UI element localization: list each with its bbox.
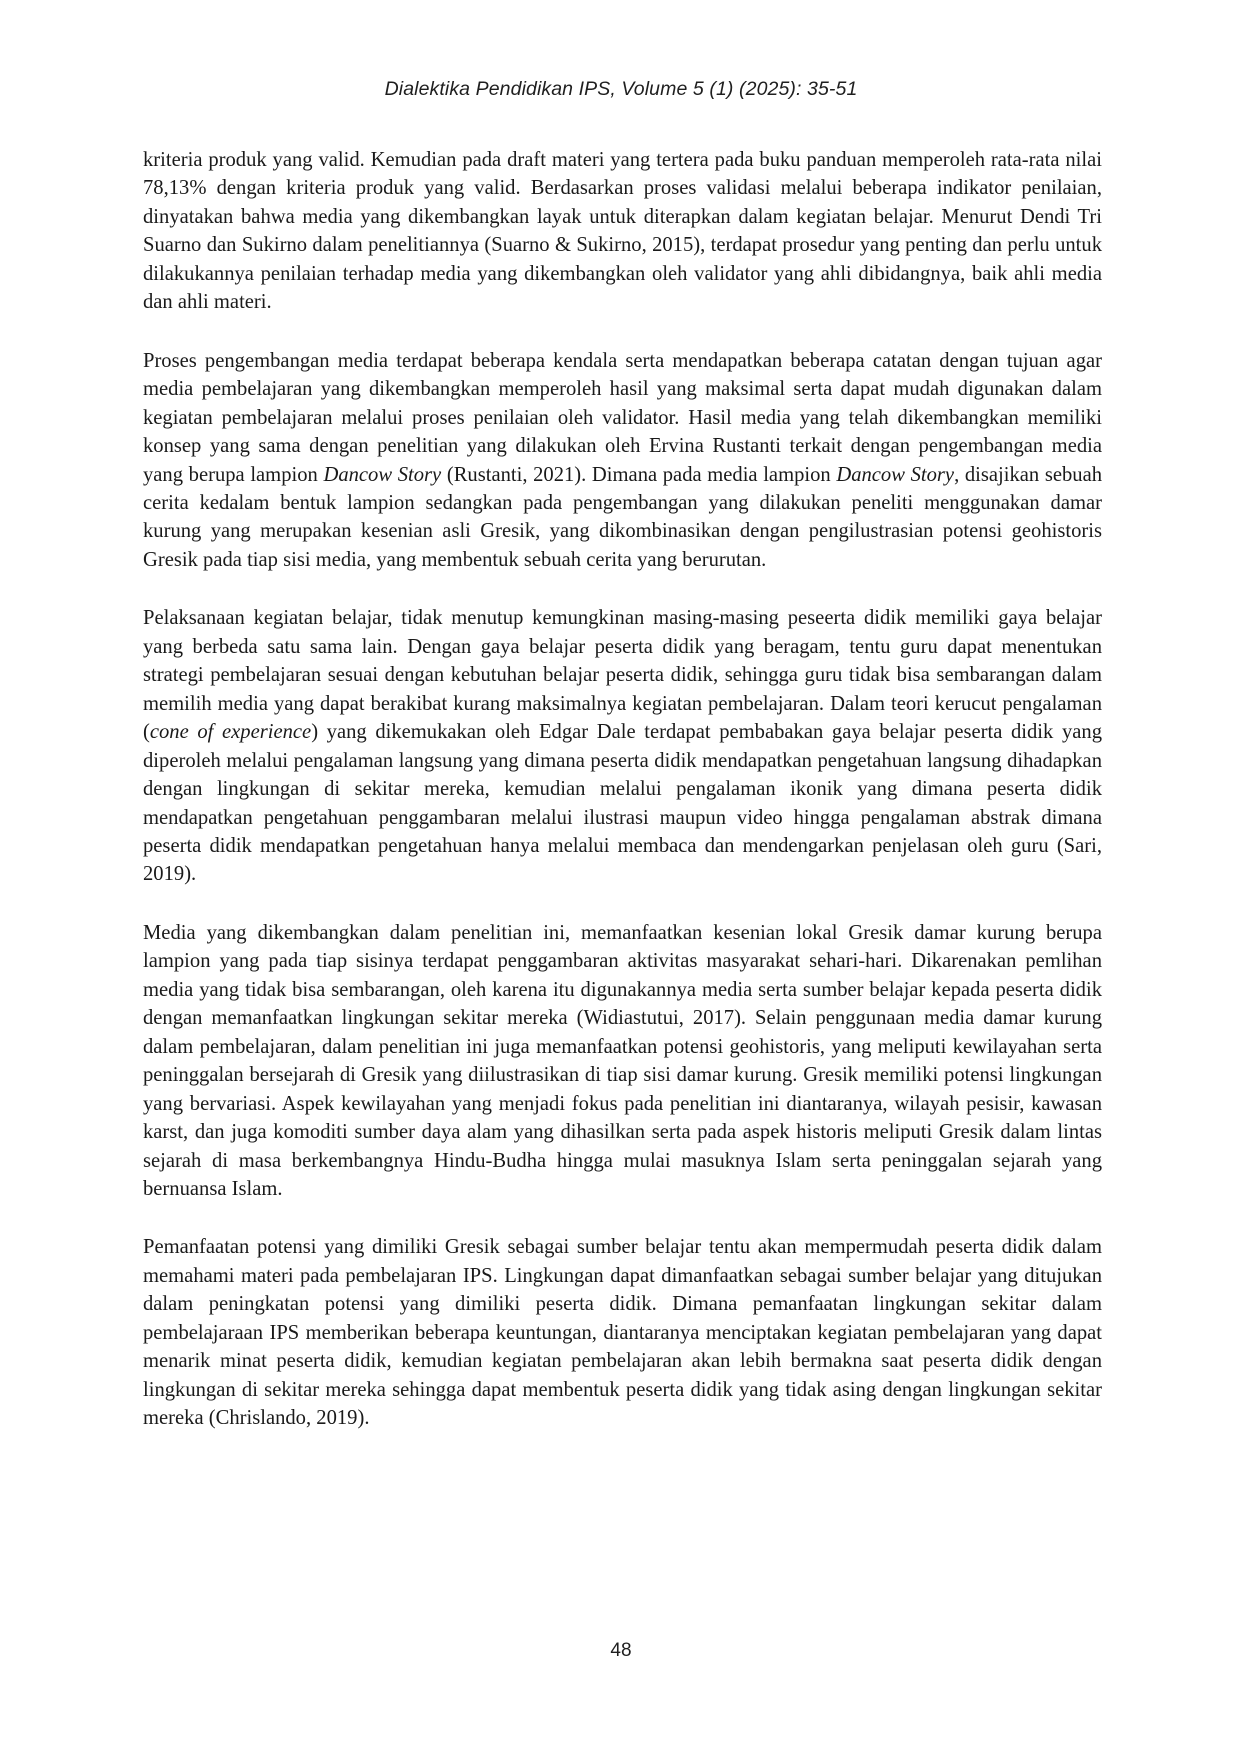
page-number: 48 [610, 1640, 632, 1661]
italic-term: Dancow Story [323, 463, 442, 486]
italic-term: cone of experience [149, 721, 312, 744]
italic-term: Dancow Story [836, 463, 955, 486]
paragraph-validation: kriteria produk yang valid. Kemudian pada draft materi yang tertera pada buku panduan memperoleh rata-rata nilai 78,13% dengan kriteria produk yang valid. Berdasarkan proses validasi melalui beberapa indikator penilaian, dinyatakan bahwa media yang dikembangkan layak untuk diterapkan dalam kegiatan belajar. Menurut Dendi Tri Suarno dan Sukirno dalam penelitiannya (Suarno & Sukirno, 2015), terdapat prosedur yang penting dan perlu untuk dilakukannya penilaian terhadap media yang dikembangkan oleh validator yang ahli dibidangnya, baik ahli media dan ahli materi. [143, 149, 1102, 314]
paragraph-development-process: Proses pengembangan media terdapat beberapa kendala serta mendapatkan beberapa catatan dengan tujuan agar media pembelajaran yang dikembangkan memperoleh hasil yang maksimal serta dapat mudah digunakan dalam kegiatan pembelajaran melalui proses penilaian oleh validator. Hasil media yang telah dikembangkan memiliki konsep yang sama dengan penelitian yang dilakukan oleh Ervina Rustanti terkait dengan pengembangan media yang berupa lampion Dancow Story (Rustanti, 2021). Dimana pada media lampion Dancow Story, disajikan sebuah cerita kedalam bentuk lampion sedangkan pada pengembangan yang dilakukan peneliti menggunakan damar kurung yang merupakan kesenian asli Gresik, yang dikombinasikan dengan pengilustrasian potensi geohistoris Gresik pada tiap sisi media, yang membentuk sebuah cerita yang berurutan. [143, 349, 1103, 571]
article-body [143, 146, 1102, 1433]
paragraph-learning-styles: Pelaksanaan kegiatan belajar, tidak menutup kemungkinan masing-masing peseerta didik memiliki gaya belajar yang berbeda satu sama lain. Dengan gaya belajar peserta didik yang beragam, tentu guru dapat menentukan strategi pembelajaran sesuai dengan kebutuhan belajar peserta didik, sehingga guru tidak bisa sembarangan dalam memilih media yang dapat berakibat kurang maksimalnya kegiatan pembelajaran. Dalam teori kerucut pengalaman (cone of experience) yang dikemukakan oleh Edgar Dale terdapat pembabakan gaya belajar peserta didik yang diperoleh melalui pengalaman langsung yang dimana peserta didik mendapatkan pengetahuan langsung dihadapkan dengan lingkungan di sekitar mereka, kemudian melalui pengalaman ikonik yang dimana peserta didik mendapatkan pengetahuan penggambaran melalui ilustrasi maupun video hingga pengalaman abstrak dimana peserta didik mendapatkan pengetahuan hanya melalui membaca dan mendengarkan penjelasan oleh guru (Sari, 2019). [143, 607, 1102, 886]
running-header: Dialektika Pendidikan IPS, Volume 5 (1) (2025): 35-51 [384, 78, 858, 100]
paragraph-environment-learning: Pemanfaatan potensi yang dimiliki Gresik sebagai sumber belajar tentu akan mempermudah peserta didik dalam memahami materi pada pembelajaran IPS. Lingkungan dapat dimanfaatkan sebagai sumber belajar yang ditujukan dalam peningkatan potensi yang dimiliki peserta didik. Dimana pemanfaatan lingkungan sekitar dalam pembelajaraan IPS memberikan beberapa keuntungan, diantaranya menciptakan kegiatan pembelajaran yang dapat menarik minat peserta didik, kemudian kegiatan pembelajaran akan lebih bermakna saat peserta didik dengan lingkungan di sekitar mereka sehingga dapat membentuk peserta didik yang tidak asing dengan lingkungan sekitar mereka (Chrislando, 2019). [143, 1236, 1102, 1430]
paragraph-damar-kurung-media: Media yang dikembangkan dalam penelitian ini, memanfaatkan kesenian lokal Gresik damar kurung berupa lampion yang pada tiap sisinya terdapat penggambaran aktivitas masyarakat sehari-hari. Dikarenakan pemlihan media yang tidak bisa sembarangan, oleh karena itu digunakannya media serta sumber belajar kepada peserta didik dengan memanfaatkan lingkungan sekitar mereka (Widiastutui, 2017). Selain penggunaan media damar kurung dalam pembelajaran, dalam penelitian ini juga memanfaatkan potensi geohistoris, yang meliputi kewilayahan serta peninggalan bersejarah di Gresik yang diilustrasikan di tiap sisi damar kurung. Gresik memiliki potensi lingkungan yang bervariasi. Aspek kewilayahan yang menjadi fokus pada penelitian ini diantaranya, wilayah pesisir, kawasan karst, dan juga komoditi sumber daya alam yang dihasilkan serta pada aspek historis meliputi Gresik dalam lintas sejarah di masa berkembangnya Hindu-Budha hingga mulai masuknya Islam serta peninggalan sejarah yang bernuansa Islam. [143, 921, 1102, 1200]
